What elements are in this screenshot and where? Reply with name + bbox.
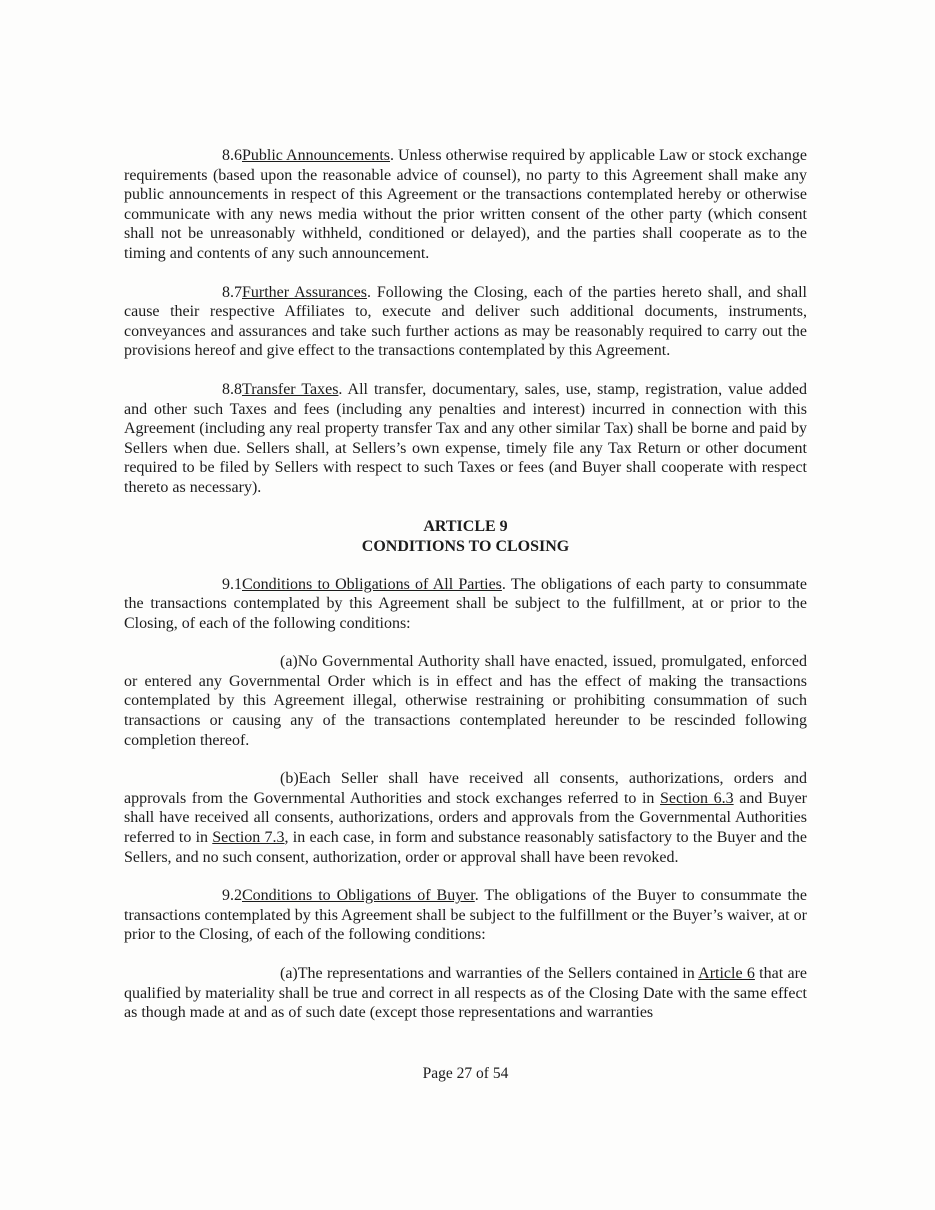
section-7-3-reference: Section 7.3 bbox=[212, 829, 285, 847]
section-9-2 bbox=[124, 886, 807, 945]
section-8-8-body: . All transfer, documentary, sales, use, stamp, registration, value added and other such Taxes and fees (including any penalties and interest) incurred in connection with this Agreement (including any real property transfer Tax and any other similar Tax) shall be borne and paid by Sellers when due. Sellers shall, at Sellers’s own expense, timely file any Tax Return or other document required to be filed by Sellers with respect to such Taxes or fees (and Buyer shall cooperate with respect thereto as necessary). bbox=[124, 380, 807, 496]
page-number-footer: Page 27 of 54 bbox=[422, 1065, 509, 1082]
section-9-1 bbox=[124, 575, 807, 634]
section-8-8 bbox=[124, 380, 807, 498]
section-8-6 bbox=[124, 146, 807, 264]
section-8-7-heading: Further Assurances bbox=[242, 283, 367, 301]
subsection-9-1-b-text-1: Each Seller shall have received all consents, authorizations, orders and approvals from the Governmental Authorities and stock exchanges referred to in bbox=[124, 770, 807, 807]
section-8-7-body: . Following the Closing, each of the parties hereto shall, and shall cause their respective Affiliates to, execute and deliver such additional documents, instruments, conveyances and assurances and take such further actions as may be reasonably required to carry out the provisions hereof and give effect to the transactions contemplated by this Agreement. bbox=[124, 283, 808, 360]
section-8-7-number: 8.7 bbox=[222, 283, 242, 301]
article-9-subtitle: CONDITIONS TO CLOSING bbox=[361, 537, 570, 555]
section-8-8-number: 8.8 bbox=[222, 380, 242, 398]
section-9-1-body: . The obligations of each party to consummate the transactions contemplated by this Agreement shall be subject to the fulfillment, at or prior to the Closing, of each of the following conditions: bbox=[124, 575, 808, 632]
section-6-3-reference: Section 6.3 bbox=[660, 789, 734, 807]
subsection-9-2-a-label: (a) bbox=[280, 965, 298, 982]
subsection-9-1-b-text-2: and Buyer shall have received all consents, authorizations, orders and approvals from the Governmental Authorities referred to in bbox=[124, 789, 808, 847]
section-9-1-heading: Conditions to Obligations of All Parties bbox=[242, 575, 502, 593]
subsection-9-1-a-label: (a) bbox=[280, 653, 298, 671]
subsection-9-1-a bbox=[124, 652, 807, 750]
subsection-9-1-a-body: No Governmental Authority shall have enacted, issued, promulgated, enforced or entered any Governmental Order which is in effect and has the effect of making the transactions contemplated by this Agreement illegal, otherwise restraining or prohibiting consummation of such transactions or causing any of the transactions contemplated hereunder to be rescinded following completion thereof. bbox=[124, 653, 807, 749]
subsection-9-1-b-label: (b) bbox=[280, 770, 299, 788]
section-8-6-body: . Unless otherwise required by applicable Law or stock exchange requirements (based upon the reasonable advice of counsel), no party to this Agreement shall make any public announcements in respect of this Agreement or the transactions contemplated hereby or otherwise communicate with any news media without the prior written consent of the other party (which consent shall not be unreasonably withheld, conditioned or delayed), and the parties shall cooperate as to the timing and contents of any such announcement. bbox=[124, 147, 807, 262]
subsection-9-1-b bbox=[124, 769, 807, 867]
subsection-9-2-a-text-1: The representations and warranties of the Sellers contained in bbox=[297, 965, 699, 982]
section-8-6-heading: Public Announcements bbox=[242, 147, 391, 164]
subsection-9-2-a bbox=[124, 964, 807, 1023]
section-9-2-heading: Conditions to Obligations of Buyer bbox=[242, 887, 475, 905]
article-6-reference: Article 6 bbox=[698, 965, 755, 982]
subsection-9-1-b-text-3: , in each case, in form and substance reasonably satisfactory to the Buyer and the Sellers, and no such consent, authorization, order or approval shall have been revoked. bbox=[124, 829, 807, 866]
section-8-8-heading: Transfer Taxes bbox=[242, 380, 339, 398]
section-8-6-number: 8.6 bbox=[222, 147, 242, 164]
section-9-2-body: . The obligations of the Buyer to consummate the transactions contemplated by this Agreement shall be subject to the fulfillment or the Buyer’s waiver, at or prior to the Closing, of each of the following conditions: bbox=[124, 887, 807, 944]
article-9-heading bbox=[124, 517, 807, 557]
section-9-2-number: 9.2 bbox=[222, 887, 242, 905]
article-9-title: ARTICLE 9 bbox=[423, 517, 508, 535]
section-9-1-number: 9.1 bbox=[222, 575, 242, 593]
document-body bbox=[124, 146, 807, 1042]
section-8-7 bbox=[124, 283, 807, 361]
subsection-9-2-a-text-2: that are qualified by materiality shall be true and correct in all respects as of the Closing Date with the same effect as though made at and as of such date (except those representations and warranties bbox=[124, 965, 808, 1022]
